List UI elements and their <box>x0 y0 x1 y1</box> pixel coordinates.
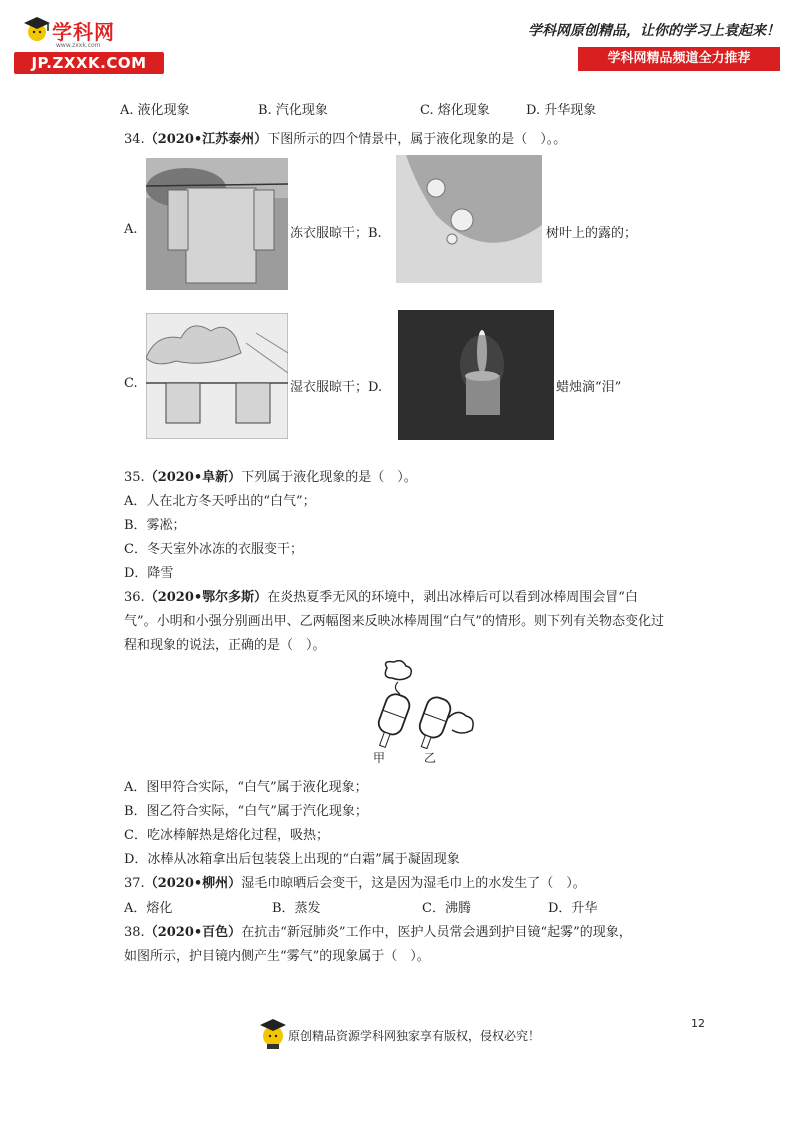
q34-option-c-label: C. <box>124 376 138 391</box>
question-number: 38. <box>124 925 145 940</box>
q34-option-a-label: A. <box>124 222 138 237</box>
q36-stem-line1 <box>124 586 638 605</box>
q36-stem-line3: 程和现象的说法，正确的是（ ）。 <box>124 638 326 653</box>
question-number: 35. <box>124 470 145 485</box>
question-source: （2020•江苏泰州） <box>144 132 268 147</box>
logo-badge: JP.ZXXK.COM <box>14 52 164 74</box>
q33-option-a: A. 液化现象 <box>120 103 190 118</box>
q38-stem-line2: 如图所示，护目镜内侧产生“雾气”的现象属于（ ）。 <box>124 949 430 964</box>
popsicle-figure <box>362 660 492 760</box>
logo-text: 学科网 <box>52 20 115 44</box>
footer-logo-icon <box>259 1016 287 1050</box>
footer-copyright: 原创精品资源学科网独家享有版权，侵权必究！ <box>288 1029 541 1043</box>
question-number: 34. <box>124 132 145 147</box>
q34-stem <box>124 128 566 147</box>
question-number: 37. <box>124 876 145 891</box>
q33-option-c: C. 熔化现象 <box>420 103 490 118</box>
wet-clothes-image <box>146 313 288 439</box>
q36-option-b: B．图乙符合实际，“白气”属于汽化现象； <box>124 804 368 819</box>
figure-label-jia: 甲 <box>373 751 386 765</box>
q35-stem <box>124 466 417 485</box>
q37-option-d: D．升华 <box>548 901 598 916</box>
figure-label-yi: 乙 <box>424 751 437 765</box>
q36-option-c: C．吃冰棒解热是熔化过程，吸热； <box>124 828 329 843</box>
q34-option-d-text: 蜡烛滴“泪” <box>556 380 622 395</box>
q36-stem-line2: 气”。小明和小强分别画出甲、乙两幅图来反映冰棒周围“白气”的情形。则下列有关物态变化过 <box>124 614 664 629</box>
q37-option-b: B．蒸发 <box>272 901 321 916</box>
frozen-clothes-image <box>146 158 288 290</box>
question-text: 下列属于液化现象的是（ ）。 <box>241 470 417 485</box>
q34-option-c-text: 湿衣服晾干；D. <box>290 380 383 395</box>
q36-option-a: A．图甲符合实际，“白气”属于液化现象； <box>124 780 368 795</box>
q37-option-c: C．沸腾 <box>422 901 471 916</box>
question-text: 湿毛巾晾晒后会变干，这是因为湿毛巾上的水发生了（ ）。 <box>241 876 586 891</box>
q37-stem <box>124 872 586 891</box>
q35-option-c: C．冬天室外冰冻的衣服变干； <box>124 542 303 557</box>
q37-option-a: A．熔化 <box>124 901 173 916</box>
question-text: 下图所示的四个情景中，属于液化现象的是（ ）。。 <box>267 132 567 147</box>
q34-option-b-text: 树叶上的露的； <box>546 226 638 241</box>
q35-option-d: D．降雪 <box>124 566 174 581</box>
q33-option-d: D. 升华现象 <box>526 103 597 118</box>
question-text: 在抗击“新冠肺炎”工作中，医护人员常会遇到护目镜“起雾”的现象， <box>241 925 632 940</box>
logo <box>14 12 164 74</box>
header-slogan: 学科网原创精品，让你的学习上袁起来！ <box>528 23 780 39</box>
page-number: 12 <box>691 1017 705 1030</box>
leaf-dew-image <box>396 155 542 283</box>
question-number: 36. <box>124 590 145 605</box>
question-text: 在炎热夏季无风的环境中，剥出冰棒后可以看到冰棒周围会冒“白 <box>267 590 638 605</box>
question-source: （2020•阜新） <box>144 470 242 485</box>
header-banner: 学科网精品频道全力推荐 <box>578 47 780 71</box>
q34-option-a-text: 冻衣服晾干；B. <box>290 226 382 241</box>
q38-stem-line1 <box>124 921 632 940</box>
q36-option-d: D．冰棒从冰箱拿出后包装袋上出现的“白霜”属于凝固现象 <box>124 852 460 867</box>
q35-option-a: A．人在北方冬天呼出的“白气”； <box>124 494 316 509</box>
q35-option-b: B．雾凇； <box>124 518 186 533</box>
candle-image <box>398 310 554 440</box>
question-source: （2020•柳州） <box>144 876 242 891</box>
question-source: （2020•百色） <box>144 925 242 940</box>
question-source: （2020•鄂尔多斯） <box>144 590 268 605</box>
logo-subtext: www.zxxk.com <box>56 42 101 49</box>
q33-option-b: B. 汽化现象 <box>258 103 328 118</box>
graduate-cap-icon <box>22 14 52 44</box>
